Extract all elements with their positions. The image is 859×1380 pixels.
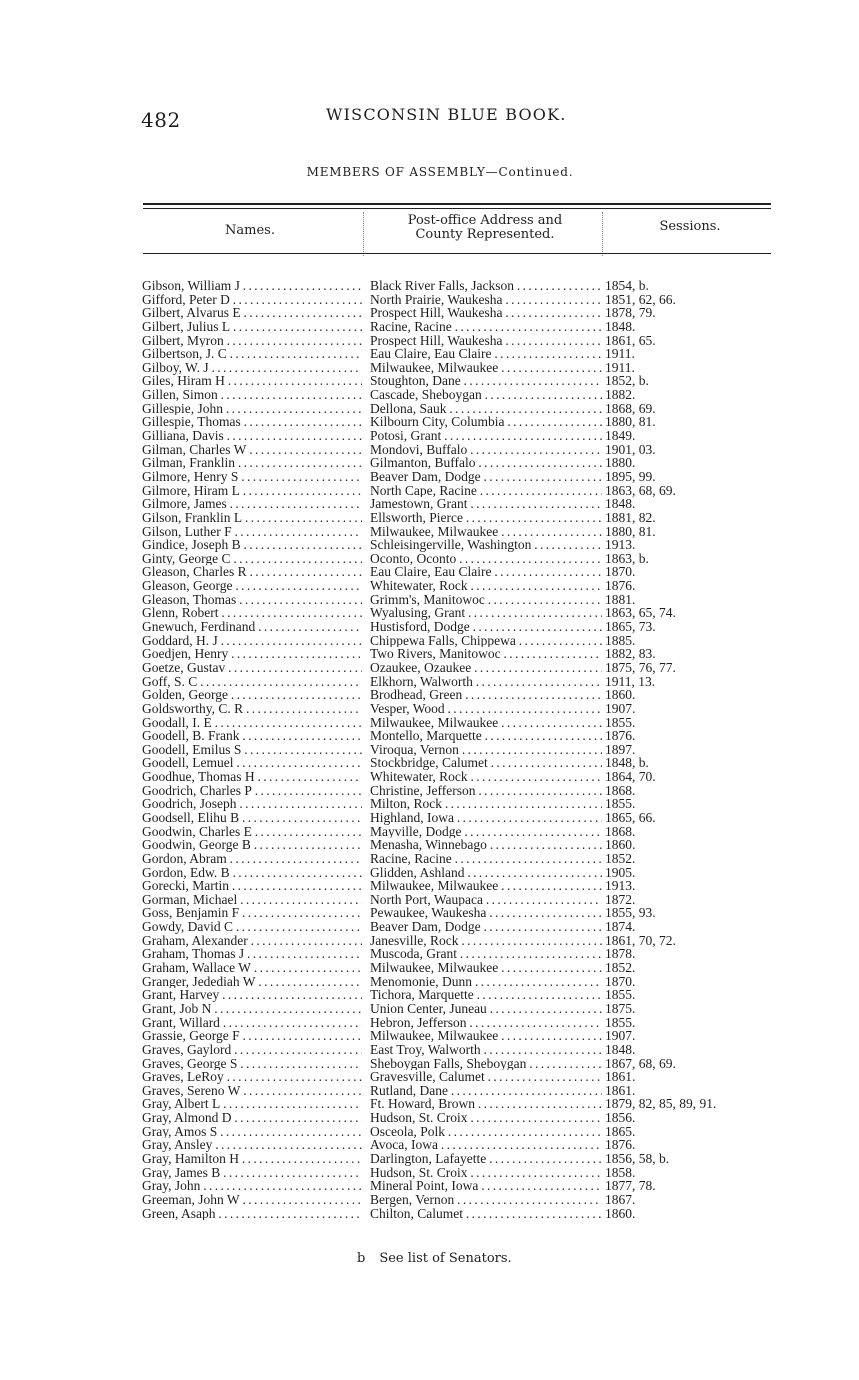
member-address: Janesville, Rock . . . xyxy=(370,934,602,948)
member-address: Grimm's, Manitowoc . . . xyxy=(370,593,602,607)
table-row xyxy=(141,1002,781,1016)
table-row xyxy=(141,497,781,511)
member-sessions: 1848. xyxy=(605,496,636,512)
member-sessions: 1855. xyxy=(605,987,636,1003)
member-name: Graham, Alexander . . . xyxy=(142,934,362,948)
table-row xyxy=(141,525,781,539)
member-sessions: 1867, 68, 69. xyxy=(605,1055,676,1071)
member-address: Wyalusing, Grant . . . xyxy=(370,606,602,620)
table-row xyxy=(141,797,781,811)
member-sessions: 1875. xyxy=(605,1000,636,1016)
member-address: Whitewater, Rock . . . xyxy=(370,579,602,593)
member-name: Glenn, Robert . . . xyxy=(142,606,362,620)
member-sessions: 1875, 76, 77. xyxy=(605,659,676,675)
table-row xyxy=(141,470,781,484)
table-row xyxy=(141,320,781,334)
member-address: Gilmanton, Buffalo . . . xyxy=(370,456,602,470)
member-address: Christine, Jefferson . . . xyxy=(370,784,602,798)
table-row xyxy=(141,443,781,457)
member-address: Pewaukee, Waukesha . . . xyxy=(370,906,602,920)
member-name: Gordon, Abram . . . xyxy=(142,852,362,866)
member-sessions: 1901, 03. xyxy=(605,441,656,457)
table-row xyxy=(141,579,781,593)
member-name: Gray, Ansley . . . xyxy=(142,1138,362,1152)
member-name: Goodell, Emilus S . . . xyxy=(142,743,362,757)
member-sessions: 1877, 78. xyxy=(605,1178,656,1194)
table-row xyxy=(141,743,781,757)
member-address: Mineral Point, Iowa . . . xyxy=(370,1179,602,1193)
member-sessions: 1880, 81. xyxy=(605,523,656,539)
member-name: Granger, Jedediah W . . . xyxy=(142,975,362,989)
table-row xyxy=(141,1152,781,1166)
member-name: Goodhue, Thomas H . . . xyxy=(142,770,362,784)
member-sessions: 1860. xyxy=(605,1205,636,1221)
member-sessions: 1848. xyxy=(605,318,636,334)
table-row xyxy=(141,1070,781,1084)
member-sessions: 1882, 83. xyxy=(605,646,656,662)
member-name: Gilmore, Hiram L . . . xyxy=(142,484,362,498)
member-sessions: 1858. xyxy=(605,1164,636,1180)
member-address: Rutland, Dane . . . xyxy=(370,1084,602,1098)
table-row xyxy=(141,716,781,730)
member-address: Milwaukee, Milwaukee . . . xyxy=(370,1029,602,1043)
member-address: Racine, Racine . . . xyxy=(370,320,602,334)
member-sessions: 1864, 70. xyxy=(605,769,656,785)
table-row xyxy=(141,838,781,852)
member-address: Union Center, Juneau . . . xyxy=(370,1002,602,1016)
page-number: 482 xyxy=(141,108,181,132)
member-address: Tichora, Marquette . . . xyxy=(370,988,602,1002)
member-name: Graves, Gaylord . . . xyxy=(142,1043,362,1057)
column-header-names: Names. xyxy=(225,223,275,238)
member-name: Grassie, George F . . . xyxy=(142,1029,362,1043)
member-address: Eau Claire, Eau Claire . . . xyxy=(370,347,602,361)
member-name: Gifford, Peter D . . . xyxy=(142,293,362,307)
member-address: Milwaukee, Milwaukee . . . xyxy=(370,361,602,375)
member-sessions: 1911. xyxy=(605,346,635,362)
table-row xyxy=(141,1138,781,1152)
table-row xyxy=(141,893,781,907)
table-row xyxy=(141,293,781,307)
member-name: Gilson, Luther F . . . xyxy=(142,525,362,539)
table-row xyxy=(141,1029,781,1043)
member-address: Highland, Iowa . . . xyxy=(370,811,602,825)
member-name: Gillen, Simon . . . xyxy=(142,388,362,402)
member-address: Beaver Dam, Dodge . . . xyxy=(370,470,602,484)
table-row xyxy=(141,852,781,866)
member-name: Gilbertson, J. C . . . xyxy=(142,347,362,361)
member-address: Hudson, St. Croix . . . xyxy=(370,1166,602,1180)
member-sessions: 1876. xyxy=(605,578,636,594)
member-sessions: 1848. xyxy=(605,1041,636,1057)
table-row xyxy=(141,620,781,634)
table-row xyxy=(141,1193,781,1207)
table-row xyxy=(141,279,781,293)
member-sessions: 1860. xyxy=(605,687,636,703)
table-row xyxy=(141,538,781,552)
member-name: Gowdy, David C . . . xyxy=(142,920,362,934)
member-address: Brodhead, Green . . . xyxy=(370,688,602,702)
member-sessions: 1848, b. xyxy=(605,755,649,771)
member-address: Darlington, Lafayette . . . xyxy=(370,1152,602,1166)
member-sessions: 1863, 65, 74. xyxy=(605,605,676,621)
member-name: Goodwin, George B . . . xyxy=(142,838,362,852)
table-row xyxy=(141,729,781,743)
member-address: North Prairie, Waukesha . . . xyxy=(370,293,602,307)
column-separator xyxy=(602,212,603,256)
member-name: Gibson, William J . . . xyxy=(142,279,362,293)
member-name: Gilmore, James . . . xyxy=(142,497,362,511)
member-address: Prospect Hill, Waukesha . . . xyxy=(370,306,602,320)
member-sessions: 1861, 65. xyxy=(605,332,656,348)
table-row xyxy=(141,934,781,948)
member-address: Chippewa Falls, Chippewa . . . xyxy=(370,634,602,648)
member-sessions: 1881, 82. xyxy=(605,509,656,525)
member-sessions: 1885. xyxy=(605,632,636,648)
member-sessions: 1855, 93. xyxy=(605,905,656,921)
table-row xyxy=(141,484,781,498)
member-sessions: 1856. xyxy=(605,1110,636,1126)
member-sessions: 1856, 58, b. xyxy=(605,1151,670,1166)
member-name: Graham, Wallace W . . . xyxy=(142,961,362,975)
member-address: Milton, Rock . . . xyxy=(370,797,602,811)
member-sessions: 1870. xyxy=(605,564,636,580)
table-row xyxy=(141,975,781,989)
member-address: Dellona, Sauk . . . xyxy=(370,402,602,416)
member-name: Goodrich, Charles P . . . xyxy=(142,784,362,798)
member-name: Gray, Amos S . . . xyxy=(142,1125,362,1139)
table-row xyxy=(141,1179,781,1193)
footnote xyxy=(357,1251,512,1266)
member-address: Hudson, St. Croix . . . xyxy=(370,1111,602,1125)
member-address: East Troy, Walworth . . . xyxy=(370,1043,602,1057)
member-sessions: 1878. xyxy=(605,946,636,962)
table-row xyxy=(141,347,781,361)
member-name: Gilman, Franklin . . . xyxy=(142,456,362,470)
member-address: Schleisingerville, Washington . . . xyxy=(370,538,602,552)
member-sessions: 1879, 82, 85, 89, 91. xyxy=(605,1096,717,1112)
member-name: Gilman, Charles W . . . xyxy=(142,443,362,457)
member-address: Stoughton, Dane . . . xyxy=(370,374,602,388)
table-row xyxy=(141,334,781,348)
member-sessions: 1874. xyxy=(605,919,636,935)
member-name: Goodall, I. E . . . xyxy=(142,716,362,730)
member-sessions: 1876. xyxy=(605,728,636,744)
table-row xyxy=(141,306,781,320)
table-row xyxy=(141,374,781,388)
table-row xyxy=(141,906,781,920)
table-row xyxy=(141,702,781,716)
member-sessions: 1870. xyxy=(605,973,636,989)
table-row xyxy=(141,593,781,607)
member-sessions: 1860. xyxy=(605,837,636,853)
table-row xyxy=(141,988,781,1002)
member-sessions: 1868, 69. xyxy=(605,400,656,416)
member-address: Racine, Racine . . . xyxy=(370,852,602,866)
member-name: Gilboy, W. J . . . xyxy=(142,361,362,375)
table-row xyxy=(141,511,781,525)
member-sessions: 1881. xyxy=(605,591,636,607)
member-name: Giles, Hiram H . . . xyxy=(142,374,362,388)
member-address: Elkhorn, Walworth . . . xyxy=(370,675,602,689)
table-row xyxy=(141,1084,781,1098)
member-sessions: 1872. xyxy=(605,891,636,907)
member-address: Bergen, Vernon . . . xyxy=(370,1193,602,1207)
member-address: Montello, Marquette . . . xyxy=(370,729,602,743)
member-address: Beaver Dam, Dodge . . . xyxy=(370,920,602,934)
member-sessions: 1911. xyxy=(605,359,635,375)
member-name: Goodwin, Charles E . . . xyxy=(142,825,362,839)
table-row xyxy=(141,770,781,784)
member-name: Goetze, Gustav . . . xyxy=(142,661,362,675)
table-row xyxy=(141,1043,781,1057)
table-row xyxy=(141,811,781,825)
table-row xyxy=(141,552,781,566)
member-name: Gray, John . . . xyxy=(142,1179,362,1193)
member-address: Hustisford, Dodge . . . xyxy=(370,620,602,634)
member-address: Glidden, Ashland . . . xyxy=(370,866,602,880)
member-address: Menasha, Winnebago . . . xyxy=(370,838,602,852)
section-title: MEMBERS OF ASSEMBLY—Continued. xyxy=(306,165,574,179)
member-address: Menomonie, Dunn . . . xyxy=(370,975,602,989)
member-name: Goodrich, Joseph . . . xyxy=(142,797,362,811)
member-name: Grant, Harvey . . . xyxy=(142,988,362,1002)
member-name: Grant, Willard . . . xyxy=(142,1016,362,1030)
member-sessions: 1863, b. xyxy=(605,550,649,566)
table-row xyxy=(141,1111,781,1125)
member-sessions: 1882. xyxy=(605,387,636,403)
table-row xyxy=(141,456,781,470)
member-name: Goff, S. C . . . xyxy=(142,675,362,689)
member-address: Vesper, Wood . . . xyxy=(370,702,602,716)
column-separator xyxy=(363,212,364,256)
table-row xyxy=(141,1166,781,1180)
table-row xyxy=(141,634,781,648)
member-address: Prospect Hill, Waukesha . . . xyxy=(370,334,602,348)
member-sessions: 1851, 62, 66. xyxy=(605,291,676,307)
member-name: Gleason, Charles R . . . xyxy=(142,565,362,579)
member-name: Gray, James B . . . xyxy=(142,1166,362,1180)
member-sessions: 1911, 13. xyxy=(605,673,656,689)
table-row xyxy=(141,388,781,402)
member-sessions: 1913. xyxy=(605,878,636,894)
member-address: Milwaukee, Milwaukee . . . xyxy=(370,525,602,539)
member-name: Gray, Albert L . . . xyxy=(142,1097,362,1111)
member-name: Gleason, George . . . xyxy=(142,579,362,593)
member-address: Sheboygan Falls, Sheboygan . . . xyxy=(370,1057,602,1071)
member-sessions: 1867. xyxy=(605,1191,636,1207)
member-sessions: 1861. xyxy=(605,1082,636,1098)
member-sessions: 1876. xyxy=(605,1137,636,1153)
member-name: Grant, Job N . . . xyxy=(142,1002,362,1016)
member-name: Gilbert, Alvarus E . . . xyxy=(142,306,362,320)
table-top-rule-thin xyxy=(143,208,771,209)
member-address: Mondovi, Buffalo . . . xyxy=(370,443,602,457)
table-row xyxy=(141,429,781,443)
footnote-mark: b xyxy=(357,1251,366,1266)
table-row xyxy=(141,756,781,770)
table-row xyxy=(141,1125,781,1139)
table-row xyxy=(141,1057,781,1071)
member-name: Graves, Sereno W . . . xyxy=(142,1084,362,1098)
running-title: WISCONSIN BLUE BOOK. xyxy=(326,105,567,124)
member-address: Ellsworth, Pierce . . . xyxy=(370,511,602,525)
member-address: Whitewater, Rock . . . xyxy=(370,770,602,784)
member-name: Green, Asaph . . . xyxy=(142,1207,362,1221)
column-header-address xyxy=(370,214,600,242)
member-address: Eau Claire, Eau Claire . . . xyxy=(370,565,602,579)
member-name: Goddard, H. J . . . xyxy=(142,634,362,648)
member-address: Milwaukee, Milwaukee . . . xyxy=(370,961,602,975)
member-sessions: 1880, 81. xyxy=(605,414,656,430)
member-address: Mayville, Dodge . . . xyxy=(370,825,602,839)
member-address: Avoca, Iowa . . . xyxy=(370,1138,602,1152)
member-name: Gorecki, Martin . . . xyxy=(142,879,362,893)
member-name: Goodell, B. Frank . . . xyxy=(142,729,362,743)
table-row xyxy=(141,361,781,375)
member-sessions: 1863, 68, 69. xyxy=(605,482,676,498)
member-sessions: 1852, b. xyxy=(605,373,649,389)
member-sessions: 1852. xyxy=(605,960,636,976)
member-name: Gilmore, Henry S . . . xyxy=(142,470,362,484)
member-address: Milwaukee, Milwaukee . . . xyxy=(370,716,602,730)
table-row xyxy=(141,402,781,416)
member-name: Goodell, Lemuel . . . xyxy=(142,756,362,770)
member-address: Ft. Howard, Brown . . . xyxy=(370,1097,602,1111)
table-row xyxy=(141,565,781,579)
member-name: Ginty, George C . . . xyxy=(142,552,362,566)
member-name: Gleason, Thomas . . . xyxy=(142,593,362,607)
member-name: Graham, Thomas J . . . xyxy=(142,947,362,961)
member-sessions: 1865, 73. xyxy=(605,619,656,635)
table-top-rule xyxy=(143,203,771,205)
member-address: Cascade, Sheboygan . . . xyxy=(370,388,602,402)
member-sessions: 1907. xyxy=(605,1028,636,1044)
member-address: Black River Falls, Jackson . . . xyxy=(370,279,602,293)
member-sessions: 1855. xyxy=(605,1014,636,1030)
member-name: Goedjen, Henry . . . xyxy=(142,647,362,661)
member-sessions: 1878, 79. xyxy=(605,305,656,321)
member-sessions: 1880. xyxy=(605,455,636,471)
member-address: North Cape, Racine . . . xyxy=(370,484,602,498)
table-row xyxy=(141,661,781,675)
header-bottom-rule xyxy=(143,253,771,254)
member-address: Jamestown, Grant . . . xyxy=(370,497,602,511)
member-sessions: 1861, 70, 72. xyxy=(605,932,676,948)
table-row xyxy=(141,675,781,689)
member-name: Gillespie, John . . . xyxy=(142,402,362,416)
member-address: Hebron, Jefferson . . . xyxy=(370,1016,602,1030)
member-name: Graves, LeRoy . . . xyxy=(142,1070,362,1084)
member-address: Ozaukee, Ozaukee . . . xyxy=(370,661,602,675)
member-sessions: 1907. xyxy=(605,700,636,716)
table-row xyxy=(141,1207,781,1221)
members-table xyxy=(141,279,781,1220)
member-address: Viroqua, Vernon . . . xyxy=(370,743,602,757)
member-sessions: 1905. xyxy=(605,864,636,880)
table-row xyxy=(141,415,781,429)
member-name: Gnewuch, Ferdinand . . . xyxy=(142,620,362,634)
member-sessions: 1855. xyxy=(605,796,636,812)
member-sessions: 1865. xyxy=(605,1123,636,1139)
member-sessions: 1897. xyxy=(605,741,636,757)
member-address: Oconto, Oconto . . . xyxy=(370,552,602,566)
member-address: Chilton, Calumet . . . xyxy=(370,1207,602,1221)
member-address: Osceola, Polk . . . xyxy=(370,1125,602,1139)
member-address: Potosi, Grant . . . xyxy=(370,429,602,443)
member-name: Gilbert, Myron . . . xyxy=(142,334,362,348)
member-sessions: 1865, 66. xyxy=(605,809,656,825)
member-address: North Port, Waupaca . . . xyxy=(370,893,602,907)
member-name: Gillespie, Thomas . . . xyxy=(142,415,362,429)
member-sessions: 1852. xyxy=(605,850,636,866)
member-name: Gray, Almond D . . . xyxy=(142,1111,362,1125)
table-row xyxy=(141,947,781,961)
member-sessions: 1855. xyxy=(605,714,636,730)
member-sessions: 1861. xyxy=(605,1069,636,1085)
member-name: Gorman, Michael . . . xyxy=(142,893,362,907)
member-address: Stockbridge, Calumet . . . xyxy=(370,756,602,770)
member-name: Gray, Hamilton H . . . xyxy=(142,1152,362,1166)
member-name: Gilliana, Davis . . . xyxy=(142,429,362,443)
table-row xyxy=(141,920,781,934)
table-row xyxy=(141,1016,781,1030)
table-row xyxy=(141,866,781,880)
table-row xyxy=(141,688,781,702)
member-address: Milwaukee, Milwaukee . . . xyxy=(370,879,602,893)
table-row xyxy=(141,825,781,839)
member-sessions: 1913. xyxy=(605,537,636,553)
table-row xyxy=(141,879,781,893)
footnote-text: See list of Senators. xyxy=(379,1251,512,1266)
member-name: Gindice, Joseph B . . . xyxy=(142,538,362,552)
table-row xyxy=(141,1097,781,1111)
member-name: Golden, George . . . xyxy=(142,688,362,702)
member-address: Muscoda, Grant . . . xyxy=(370,947,602,961)
member-name: Goodsell, Elihu B . . . xyxy=(142,811,362,825)
table-row xyxy=(141,647,781,661)
member-address: Two Rivers, Manitowoc . . . xyxy=(370,647,602,661)
member-address: Kilbourn City, Columbia . . . xyxy=(370,415,602,429)
member-sessions: 1868. xyxy=(605,823,636,839)
member-name: Goldsworthy, C. R . . . xyxy=(142,702,362,716)
member-name: Graves, George S . . . xyxy=(142,1057,362,1071)
column-header-address-line2: County Represented. xyxy=(415,227,555,242)
table-row xyxy=(141,606,781,620)
member-sessions: 1895, 99. xyxy=(605,468,656,484)
member-sessions: 1868. xyxy=(605,782,636,798)
member-name: Gilson, Franklin L . . . xyxy=(142,511,362,525)
member-name: Gordon, Edw. B . . . xyxy=(142,866,362,880)
member-address: Gravesville, Calumet . . . xyxy=(370,1070,602,1084)
member-sessions: 1854, b. xyxy=(605,278,649,293)
member-name: Gilbert, Julius L . . . xyxy=(142,320,362,334)
table-row xyxy=(141,961,781,975)
member-sessions: 1849. xyxy=(605,428,636,444)
member-name: Goss, Benjamin F . . . xyxy=(142,906,362,920)
member-name: Greeman, John W . . . xyxy=(142,1193,362,1207)
column-header-sessions: Sessions. xyxy=(659,219,721,234)
table-row xyxy=(141,784,781,798)
column-header-address-line1: Post-office Address and xyxy=(407,213,563,228)
